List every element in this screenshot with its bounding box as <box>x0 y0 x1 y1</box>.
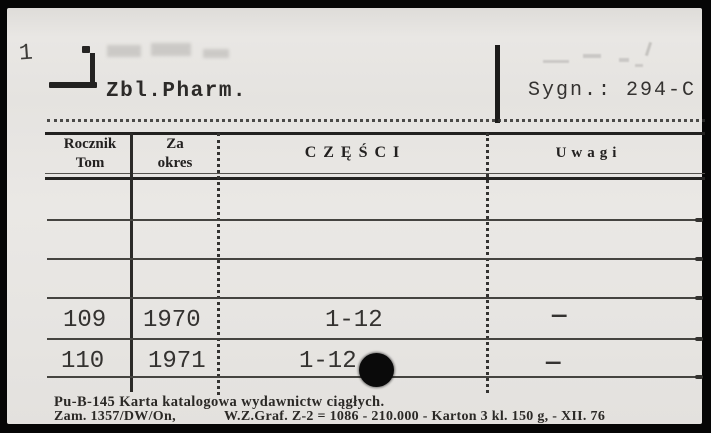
footer-print-details: W.Z.Graf. Z-2 = 1086 - 210.000 - Karton 3 kl. 150 g, - XII. 76 <box>224 409 606 424</box>
header-okres: okres <box>157 155 193 171</box>
column-divider-solid <box>130 133 133 392</box>
column-divider-dotted-2 <box>486 133 489 393</box>
header-czesci: CZĘŚCI <box>304 144 407 161</box>
corner-bracket-dot <box>82 46 90 53</box>
signature-number: Sygn.: 294-C <box>528 79 697 102</box>
faint-pencil-marks <box>543 38 693 72</box>
header-za: Za <box>166 136 184 152</box>
catalog-card-paper <box>7 8 702 424</box>
footer-print-order: Zam. 1357/DW/On, <box>54 409 176 424</box>
header-tom: Tom <box>75 155 105 171</box>
row-divider <box>47 258 703 260</box>
table-row-cell-tom: 109 <box>63 307 107 334</box>
table-top-border <box>45 132 705 135</box>
row-divider <box>47 219 703 221</box>
row-divider <box>47 338 703 340</box>
corner-bracket-horizontal <box>49 82 97 88</box>
table-row-cell-uwagi: – <box>549 303 570 330</box>
dotted-separator <box>47 119 705 122</box>
row-divider <box>47 297 703 299</box>
faded-stamp-smudge <box>107 41 237 63</box>
header-uwagi: Uwagi <box>555 145 622 161</box>
table-row-cell-tom: 110 <box>61 348 105 375</box>
table-row-cell-okres: 1970 <box>143 307 201 334</box>
header-rocznik: Rocznik <box>63 136 117 152</box>
header-underline-thick <box>45 177 705 180</box>
table-row-cell-czesci: 1-12 <box>299 348 357 375</box>
region-number: 1 <box>18 39 34 67</box>
footer-print-info <box>54 409 699 425</box>
table-row-cell-czesci: 1-12 <box>325 307 383 334</box>
punch-hole <box>359 353 394 387</box>
footer-form-code: Pu-B-145 Karta katalogowa wydawnictw ciągłych. <box>54 394 385 410</box>
header-underline-thin <box>45 173 705 174</box>
card-title: Zbl.Pharm. <box>106 80 248 103</box>
column-divider-dotted-1 <box>217 133 220 395</box>
table-row-cell-okres: 1971 <box>148 348 206 375</box>
center-vertical-mark <box>495 45 500 123</box>
table-row-cell-uwagi: – <box>543 350 564 377</box>
